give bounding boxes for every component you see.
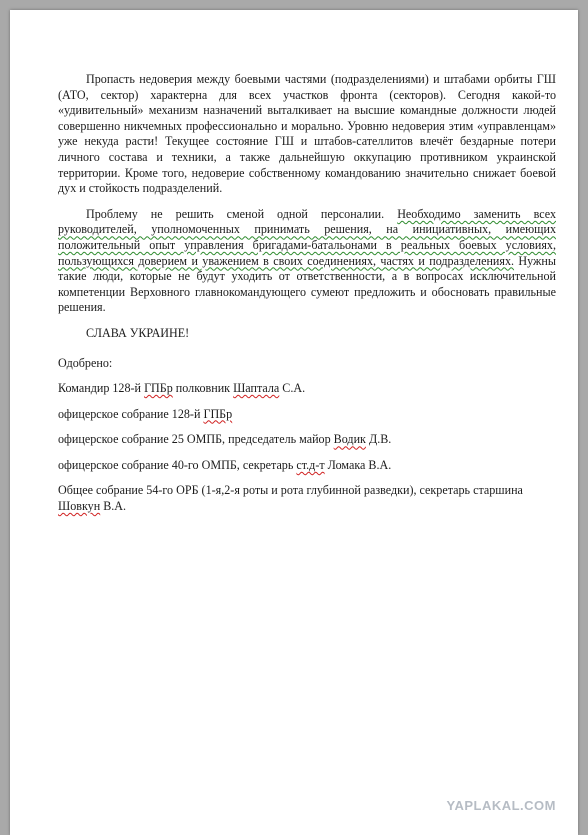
- signature-line: [58, 381, 556, 397]
- signature-line: [58, 483, 556, 514]
- signature-line: [58, 407, 556, 423]
- signature-text: полковник: [172, 381, 234, 396]
- signature-line: [58, 458, 556, 474]
- spellcheck-word: ГПБр: [203, 406, 233, 421]
- signature-text: Ломака В.А.: [324, 457, 392, 472]
- site-watermark: YAPLAKAL.COM: [446, 798, 556, 813]
- approved-label: Одобрено:: [58, 355, 113, 370]
- signature-text: офицерское собрание 40-го ОМПБ, секретарь: [58, 457, 297, 472]
- signature-text: С.А.: [279, 381, 306, 396]
- slogan: СЛАВА УКРАИНЕ!: [86, 325, 190, 340]
- paragraph-2-lead: Проблему не решить сменой одной персоналии.: [86, 206, 398, 221]
- signature-text: офицерское собрание 128-й: [58, 406, 204, 421]
- document-body: [58, 72, 556, 525]
- signature-text: В.А.: [100, 499, 127, 514]
- spellcheck-word: Водик: [333, 432, 366, 447]
- document-page: [10, 10, 578, 835]
- spellcheck-word: ст.д-т: [296, 457, 325, 472]
- paragraph-1: Пропасть недоверия между боевыми частями (подразделениями) и штабами орбиты ГШ (АТО, сектор) характерна для всех участков фронта (секторов). Сегодня какой-то «удивительный» механизм назначений выталкивает на высшие командные должности людей совершенно никчемных профессионально и морально. Уровню недоверия этим «управленцам» уже некуда расти! Текущее состояние ГШ и штабов-сателлитов влечёт бездарные потери личного состава и техники, а также дальнейшую оккупацию противником украинской территории. Кроме того, недоверие собственному командованию значительно снижает боевой дух и стойкость подразделений.: [58, 72, 556, 196]
- paragraph-2-tail: Нужны такие люди, которые не будут уходить от ответственности, а в вопросах исключительной компетенции Верховного главнокомандующего сумеют предложить и обосновать правильные решения.: [58, 253, 556, 315]
- signature-text: Д.В.: [365, 432, 392, 447]
- spellcheck-word: Шовкун: [58, 499, 101, 514]
- signature-line: [58, 432, 556, 448]
- signature-text: Общее собрание 54-го ОРБ (1-я,2-я роты и рота глубинной разведки), секретарь старшина: [58, 483, 523, 498]
- spellcheck-word: ГПБр: [144, 381, 173, 396]
- paragraph-2-grammar-highlight: Необходимо заменить всех руководителей, уполномоченных принимать решения, на инициативных, имеющих положительный опыт управления бригадами-батальонами в реальных боевых условиях, пользующихся доверием и уважением в своих соединениях, частях и подразделениях.: [58, 206, 556, 268]
- paragraph-2: [58, 207, 556, 316]
- signature-text: Командир 128-й: [58, 381, 145, 396]
- signature-text: офицерское собрание 25 ОМПБ, председатель майор: [58, 432, 334, 447]
- spellcheck-word: Шаптала: [233, 381, 280, 396]
